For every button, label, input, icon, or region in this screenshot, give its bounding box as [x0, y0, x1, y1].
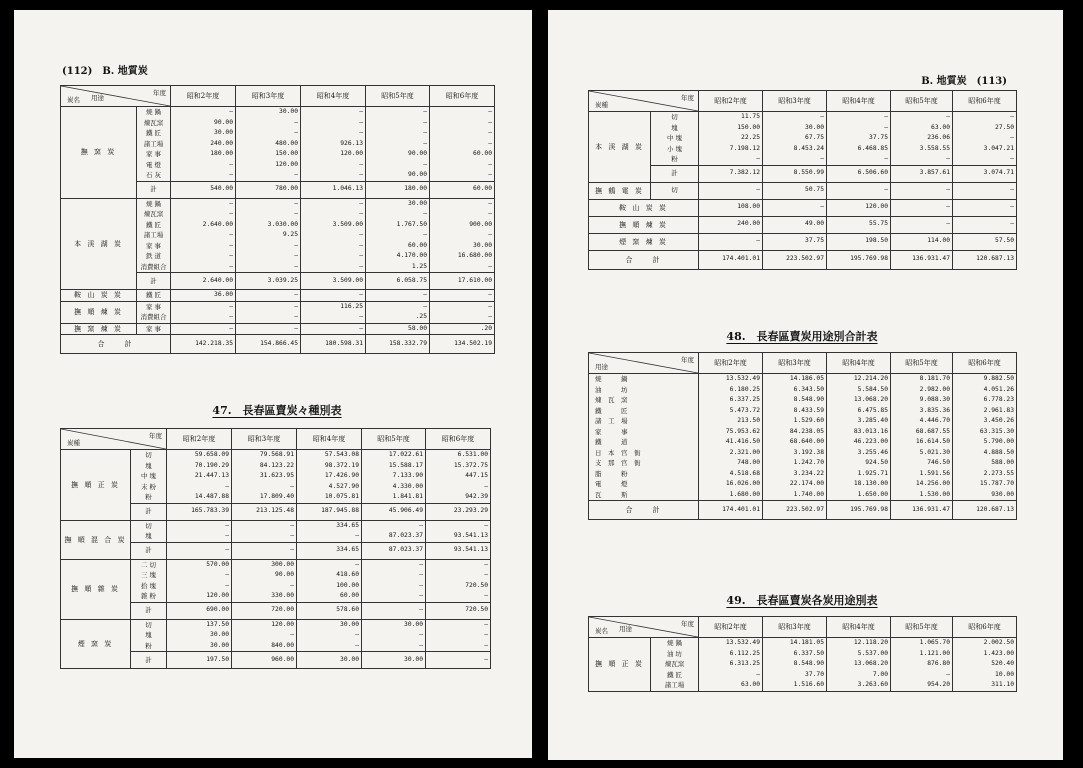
- subtotal-cell: 17.610.00: [430, 273, 495, 290]
- row-group-label: 撫 順 煉 炭: [589, 216, 699, 233]
- year-header: 昭和6年度: [953, 91, 1017, 112]
- sub-labels: 焼 鍋 煉瓦窯 鐵 匠 諸工場 家 事 鉄 道 消費組合: [137, 198, 171, 273]
- grand-total-cell: 158.332.79: [366, 335, 430, 354]
- grand-total-cell: 142.218.35: [171, 335, 236, 354]
- data-cell: —: [430, 290, 495, 302]
- year-header: 昭和2年度: [171, 86, 236, 107]
- data-cell: 49.00: [763, 216, 827, 233]
- grand-total-cell: 223.502.97: [763, 250, 827, 269]
- year-header: 昭和4年度: [827, 353, 891, 374]
- data-cell: — — —: [426, 619, 491, 652]
- data-cell: — —: [430, 301, 495, 323]
- data-cell: 198.50: [827, 233, 891, 250]
- table-48: [588, 352, 1017, 520]
- corner-coal-label: 炭名: [67, 96, 80, 104]
- subtotal-label: 計: [131, 542, 167, 559]
- table-corner-header: [589, 353, 699, 374]
- usage-labels: 焼 鍋 油 坊 煉 瓦 窯 鐵 匠 諸 工 場 家 事 鐵 道 日 本 官 衙 支 那 官 衙 脂 粉 電 燈 瓦 斯: [589, 374, 699, 501]
- table-corner-header: [61, 429, 167, 450]
- data-cell: — 30.00 67.75 8.453.24 —: [763, 112, 827, 166]
- data-cell: — —: [232, 520, 297, 542]
- data-cell: 14.186.05 6.343.50 8.548.90 8.433.59 1.529.60 84.238.05 68.640.00 3.192.38 1.242.70 3.234.22 22.174.00 1.740.00: [763, 374, 827, 501]
- year-header: 昭和2年度: [167, 429, 232, 450]
- data-cell: 30.00 — — 480.00 150.00 120.00 —: [236, 107, 301, 182]
- grand-total-cell: 174.401.01: [699, 501, 763, 520]
- subtotal-label: 計: [651, 165, 699, 182]
- subtotal-label: 計: [137, 181, 171, 198]
- grand-total-cell: 120.687.13: [953, 250, 1017, 269]
- subtotal-cell: 690.00: [167, 602, 232, 619]
- data-cell: —: [699, 233, 763, 250]
- data-cell: 120.00: [827, 199, 891, 216]
- subtotal-cell: 960.00: [232, 652, 297, 669]
- table-49: [588, 616, 1017, 692]
- subtotal-cell: 165.783.39: [167, 503, 232, 520]
- data-cell: — — — —: [362, 559, 426, 602]
- data-cell: — 27.50 — 3.047.21 —: [953, 112, 1017, 166]
- data-cell: 137.50 30.00 30.00: [167, 619, 232, 652]
- year-header: 昭和5年度: [891, 91, 953, 112]
- grand-total-cell: 195.769.98: [827, 501, 891, 520]
- year-header: 昭和2年度: [699, 353, 763, 374]
- sub-labels: 焼 鍋 油 坊 煉瓦窯 鐵 匠 諸工場: [651, 638, 699, 692]
- grand-total-cell: 120.687.13: [953, 501, 1017, 520]
- subtotal-cell: 197.50: [167, 652, 232, 669]
- subtotal-label: 計: [131, 503, 167, 520]
- data-cell: 1.065.70 1.121.00 876.80 — 954.20: [891, 638, 953, 692]
- row-group-label: 本 渓 湖 炭: [589, 112, 651, 183]
- page-header-right: B. 地質炭 (113): [921, 76, 1007, 87]
- subtotal-cell: 8.550.99: [763, 165, 827, 182]
- year-header: 昭和4年度: [297, 429, 362, 450]
- data-cell: 30.00 — —: [362, 619, 426, 652]
- data-cell: —: [171, 323, 236, 335]
- grand-total-label: 合 計: [589, 501, 699, 520]
- data-cell: — — — 926.13 120.00 — —: [301, 107, 366, 182]
- data-cell: — 87.023.37: [362, 520, 426, 542]
- table-corner-header: [61, 86, 171, 107]
- subtotal-cell: 1.046.13: [301, 181, 366, 198]
- year-header: 昭和3年度: [236, 86, 301, 107]
- corner-usage-label: 用途: [91, 94, 104, 102]
- data-cell: 13.532.49 6.112.25 6.313.25 — 63.00: [699, 638, 763, 692]
- year-header: 昭和6年度: [953, 617, 1017, 638]
- data-cell: 12.118.20 5.537.00 13.068.20 7.00 3.263.60: [827, 638, 891, 692]
- row-group-label: 撫 順 混 合 炭: [61, 520, 131, 559]
- sub-labels: 切 塊 中 塊 小 塊 粉: [651, 112, 699, 166]
- data-cell: 2.002.50 1.423.00 520.40 10.00 311.10: [953, 638, 1017, 692]
- subtotal-cell: 780.00: [236, 181, 301, 198]
- data-cell: — 90.00 30.00 240.00 180.00 — —: [171, 107, 236, 182]
- grand-total-label: 合 計: [61, 335, 171, 354]
- data-cell: —: [366, 290, 430, 302]
- data-cell: — — 37.75 6.468.85 —: [827, 112, 891, 166]
- sub-labels: 切: [651, 182, 699, 199]
- data-cell: —: [827, 182, 891, 199]
- row-group-label: 鞍 山 炭 炭: [589, 199, 699, 216]
- table-46: [60, 85, 495, 354]
- data-cell: —: [236, 323, 301, 335]
- subtotal-label: 計: [131, 602, 167, 619]
- grand-total-cell: 136.931.47: [891, 501, 953, 520]
- subtotal-cell: 3.857.61: [891, 165, 953, 182]
- subtotal-cell: —: [232, 542, 297, 559]
- data-cell: —: [301, 323, 366, 335]
- subtotal-cell: 7.382.12: [699, 165, 763, 182]
- row-group-label: 撫 窯 炭: [61, 107, 137, 199]
- data-cell: 57.543.08 98.372.19 17.426.90 4.527.90 10.075.81: [297, 450, 362, 504]
- corner-year-label: 年度: [681, 94, 694, 102]
- data-cell: 334.65 —: [297, 520, 362, 542]
- subtotal-cell: 60.00: [430, 181, 495, 198]
- data-cell: 8.181.70 2.982.00 9.088.30 3.835.36 4.446.70 68.687.55 16.614.50 5.021.30 746.50 1.591.56 14.256.00 1.530.00: [891, 374, 953, 501]
- data-cell: 240.00: [699, 216, 763, 233]
- corner-usage-label: 用途: [619, 625, 632, 633]
- corner-year-label: 年度: [153, 89, 166, 97]
- subtotal-cell: 23.293.29: [426, 503, 491, 520]
- data-cell: —: [891, 199, 953, 216]
- subtotal-cell: 6.058.75: [366, 273, 430, 290]
- data-cell: —: [763, 199, 827, 216]
- data-cell: — 418.60 100.00 60.00: [297, 559, 362, 602]
- data-cell: 114.00: [891, 233, 953, 250]
- left-page: [14, 10, 532, 758]
- subtotal-cell: 578.60: [297, 602, 362, 619]
- data-cell: 12.214.20 5.584.50 13.068.20 6.475.85 3.285.40 83.013.16 46.223.00 3.255.46 924.50 1.925.71 18.130.00 1.650.00: [827, 374, 891, 501]
- data-cell: .20: [430, 323, 495, 335]
- sub-labels: 鐵 匠: [137, 290, 171, 302]
- sub-labels: 切 塊: [131, 520, 167, 542]
- row-group-label: 撫 順 雜 炭: [61, 559, 131, 619]
- subtotal-cell: 3.074.71: [953, 165, 1017, 182]
- data-cell: —: [953, 199, 1017, 216]
- subtotal-cell: 180.00: [366, 181, 430, 198]
- grand-total-cell: 134.502.19: [430, 335, 495, 354]
- row-group-label: 撫 鶴 電 炭: [589, 182, 651, 199]
- row-group-label: 煙 窯 炭: [61, 619, 131, 669]
- data-cell: 9.882.50 4.051.26 6.778.23 2.961.83 3.450.26 63.315.30 5.790.00 4.888.50 588.00 2.273.55 15.787.70 930.00: [953, 374, 1017, 501]
- subtotal-cell: 87.023.37: [362, 542, 426, 559]
- row-group-label: 鞍 山 炭 炭: [61, 290, 137, 302]
- corner-coal-label: 炭名: [595, 627, 608, 635]
- sub-labels: 焼 鍋 煉瓦窯 鐵 匠 諸工場 家 事 電 燈 石 灰: [137, 107, 171, 182]
- grand-total-cell: 223.502.97: [763, 501, 827, 520]
- table-49-title: 49. 長春區賣炭各炭用途別表: [726, 594, 878, 607]
- grand-total-cell: 174.401.01: [699, 250, 763, 269]
- data-cell: 30.00 — 1.767.50 — 60.00 4.170.00 1.25: [366, 198, 430, 273]
- data-cell: — —: [171, 301, 236, 323]
- corner-usage-label: 用途: [595, 363, 608, 371]
- year-header: 昭和6年度: [430, 86, 495, 107]
- data-cell: 570.00 — — 120.00: [167, 559, 232, 602]
- data-cell: 300.00 90.00 — 330.00: [232, 559, 297, 602]
- table-47-continued: [588, 90, 1017, 270]
- data-cell: 17.022.61 15.588.17 7.133.90 4.330.00 1.841.81: [362, 450, 426, 504]
- data-cell: 57.50: [953, 233, 1017, 250]
- data-cell: —: [891, 216, 953, 233]
- subtotal-cell: —: [167, 542, 232, 559]
- subtotal-cell: 334.65: [297, 542, 362, 559]
- sub-labels: 家 事: [137, 323, 171, 335]
- row-group-label: 煙 窯 煉 炭: [589, 233, 699, 250]
- subtotal-label: 計: [137, 273, 171, 290]
- year-header: 昭和4年度: [827, 617, 891, 638]
- row-group-label: 本 渓 湖 炭: [61, 198, 137, 290]
- data-cell: 30.00 — —: [297, 619, 362, 652]
- right-page: [548, 10, 1063, 760]
- row-group-label: 撫 順 煉 炭: [61, 301, 137, 323]
- sub-labels: 二 切 三 塊 拾 塊 雜 粉: [131, 559, 167, 602]
- year-header: 昭和5年度: [362, 429, 426, 450]
- grand-total-label: 合 計: [589, 250, 699, 269]
- subtotal-cell: 213.125.48: [232, 503, 297, 520]
- data-cell: 37.75: [763, 233, 827, 250]
- year-header: 昭和3年度: [763, 91, 827, 112]
- subtotal-cell: 2.640.00: [171, 273, 236, 290]
- data-cell: 50.75: [763, 182, 827, 199]
- subtotal-cell: 720.00: [232, 602, 297, 619]
- grand-total-cell: 154.866.45: [236, 335, 301, 354]
- subtotal-cell: 30.00: [297, 652, 362, 669]
- data-cell: 79.568.91 84.123.22 31.623.95 — 17.809.40: [232, 450, 297, 504]
- year-header: 昭和5年度: [366, 86, 430, 107]
- table-corner-header: [589, 91, 699, 112]
- data-cell: —: [953, 182, 1017, 199]
- page-header-left: (112) B. 地質炭: [62, 66, 148, 77]
- data-cell: — —: [167, 520, 232, 542]
- data-cell: — — 720.50 —: [426, 559, 491, 602]
- data-cell: 13.532.49 6.180.25 6.337.25 5.473.72 213.50 75.953.62 41.416.50 2.321.00 748.00 4.518.68 16.026.00 1.680.00: [699, 374, 763, 501]
- data-cell: 120.00 — 840.00: [232, 619, 297, 652]
- subtotal-cell: 540.00: [171, 181, 236, 198]
- subtotal-cell: —: [426, 652, 491, 669]
- year-header: 昭和6年度: [426, 429, 491, 450]
- data-cell: 108.00: [699, 199, 763, 216]
- data-cell: — — — — 60.00 — —: [430, 107, 495, 182]
- data-cell: 116.25 —: [301, 301, 366, 323]
- data-cell: 14.181.05 6.337.50 8.548.90 37.70 1.516.60: [763, 638, 827, 692]
- subtotal-cell: 30.00: [362, 652, 426, 669]
- year-header: 昭和3年度: [232, 429, 297, 450]
- corner-coal-label: 炭種: [67, 439, 80, 447]
- year-header: 昭和2年度: [699, 91, 763, 112]
- data-cell: — — 900.00 — 30.00 16.680.00 —: [430, 198, 495, 273]
- corner-year-label: 年度: [681, 620, 694, 628]
- year-header: 昭和2年度: [699, 617, 763, 638]
- row-group-label: 撫 順 正 炭: [589, 638, 651, 692]
- data-cell: — —: [236, 301, 301, 323]
- subtotal-cell: 3.039.25: [236, 273, 301, 290]
- data-cell: —: [953, 216, 1017, 233]
- corner-year-label: 年度: [149, 432, 162, 440]
- year-header: 昭和4年度: [301, 86, 366, 107]
- data-cell: — — — — 90.00 — 90.00: [366, 107, 430, 182]
- subtotal-cell: 93.541.13: [426, 542, 491, 559]
- table-corner-header: [589, 617, 699, 638]
- sub-labels: 家 事 消費組合: [137, 301, 171, 323]
- sub-labels: 切 塊 中 塊 末 粉 粉: [131, 450, 167, 504]
- data-cell: — — 3.509.00 — — — —: [301, 198, 366, 273]
- subtotal-cell: 187.945.88: [297, 503, 362, 520]
- sub-labels: 切 塊 粉: [131, 619, 167, 652]
- data-cell: 59.658.09 70.190.29 21.447.13 — 14.487.88: [167, 450, 232, 504]
- table-47: [60, 428, 491, 669]
- data-cell: — — 3.030.00 9.25 — — —: [236, 198, 301, 273]
- data-cell: —: [236, 290, 301, 302]
- subtotal-cell: 720.50: [426, 602, 491, 619]
- grand-total-cell: 195.769.98: [827, 250, 891, 269]
- table-48-title: 48. 長春區賣炭用途別合計表: [726, 330, 878, 343]
- data-cell: —: [301, 290, 366, 302]
- data-cell: — 93.541.13: [426, 520, 491, 542]
- data-cell: 36.00: [171, 290, 236, 302]
- subtotal-label: 計: [131, 652, 167, 669]
- row-group-label: 撫 窯 煉 炭: [61, 323, 137, 335]
- year-header: 昭和4年度: [827, 91, 891, 112]
- data-cell: — 63.00 236.06 3.558.55 —: [891, 112, 953, 166]
- subtotal-cell: 6.506.60: [827, 165, 891, 182]
- row-group-label: 撫 順 正 炭: [61, 450, 131, 521]
- subtotal-cell: 45.906.49: [362, 503, 426, 520]
- year-header: 昭和6年度: [953, 353, 1017, 374]
- grand-total-cell: 180.598.31: [301, 335, 366, 354]
- year-header: 昭和3年度: [763, 353, 827, 374]
- data-cell: 55.75: [827, 216, 891, 233]
- year-header: 昭和5年度: [891, 617, 953, 638]
- data-cell: 6.531.00 15.372.75 447.15 — 942.39: [426, 450, 491, 504]
- subtotal-cell: —: [362, 602, 426, 619]
- data-cell: 58.00: [366, 323, 430, 335]
- subtotal-cell: 3.509.00: [301, 273, 366, 290]
- data-cell: — — 2.640.00 — — — —: [171, 198, 236, 273]
- data-cell: 11.75 150.00 22.25 7.198.12 —: [699, 112, 763, 166]
- data-cell: —: [891, 182, 953, 199]
- data-cell: — .25: [366, 301, 430, 323]
- table-47-title: 47. 長春區賣炭々種別表: [212, 404, 342, 417]
- year-header: 昭和5年度: [891, 353, 953, 374]
- corner-coal-label: 炭種: [595, 101, 608, 109]
- year-header: 昭和3年度: [763, 617, 827, 638]
- data-cell: —: [699, 182, 763, 199]
- grand-total-cell: 136.931.47: [891, 250, 953, 269]
- corner-year-label: 年度: [681, 356, 694, 364]
